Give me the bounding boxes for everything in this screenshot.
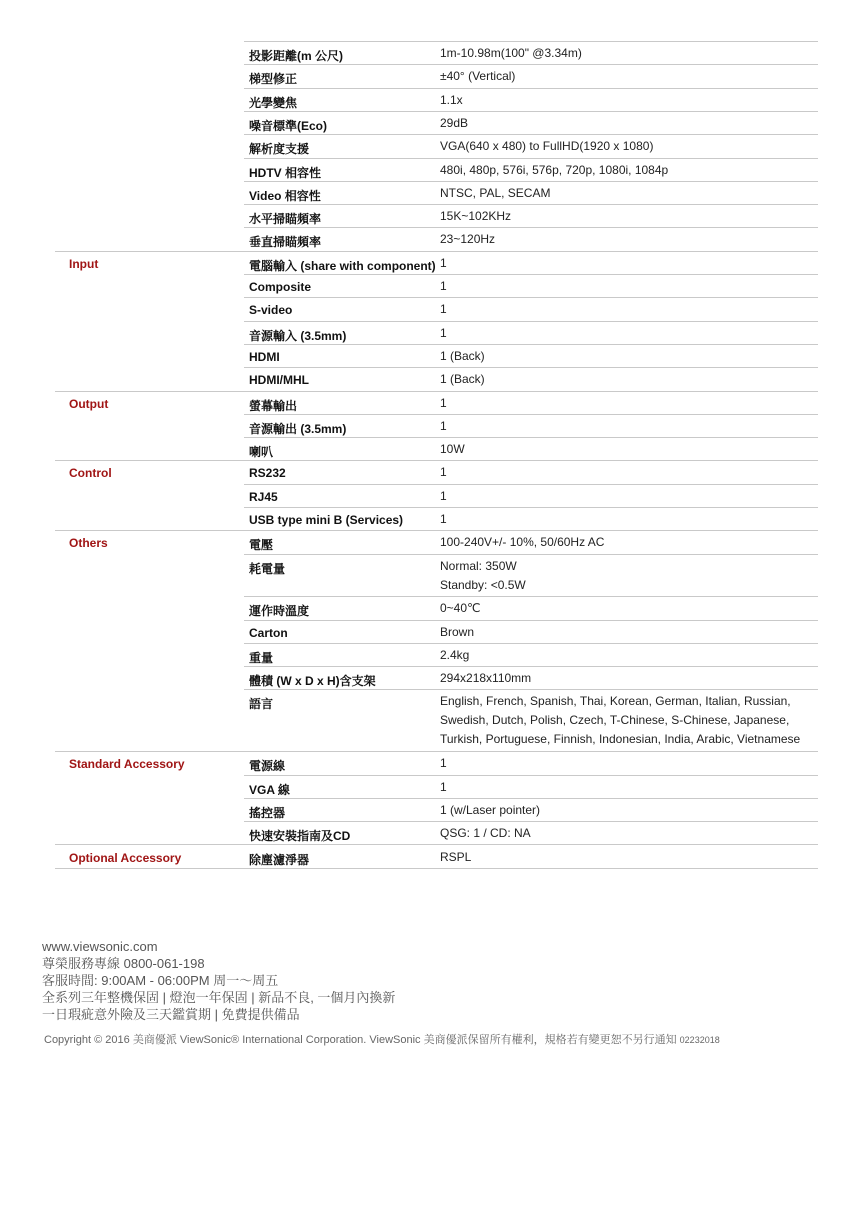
- category-heading: Others: [69, 536, 108, 551]
- spec-label: 喇叭: [249, 445, 274, 460]
- row-divider: [244, 181, 818, 182]
- spec-label: 重量: [249, 650, 274, 665]
- spec-value: NTSC, PAL, SECAM: [440, 185, 551, 200]
- spec-label: 電壓: [249, 538, 274, 553]
- group-divider: [55, 251, 818, 252]
- spec-label: 光學變焦: [249, 95, 298, 110]
- row-divider: [244, 297, 818, 298]
- row-divider: [244, 64, 818, 65]
- row-divider: [244, 204, 818, 205]
- spec-label: 音源輸入 (3.5mm): [249, 328, 347, 343]
- spec-label: RS232: [249, 466, 286, 481]
- group-divider: [55, 751, 818, 752]
- row-divider: [244, 484, 818, 485]
- group-divider: [55, 844, 818, 845]
- spec-value: Normal: 350W Standby: <0.5W: [440, 558, 526, 592]
- spec-label: USB type mini B (Services): [249, 513, 404, 527]
- row-divider: [244, 666, 818, 667]
- category-heading: Optional Accessory: [69, 850, 182, 865]
- spec-value: 1: [440, 279, 447, 293]
- row-divider: [244, 227, 818, 228]
- row-divider: [244, 507, 818, 508]
- spec-label: 螢幕輸出: [249, 398, 298, 413]
- footer-contact: [42, 938, 395, 1023]
- row-divider: [244, 321, 818, 322]
- spec-label: HDMI/MHL: [249, 373, 309, 388]
- spec-value: 1: [440, 512, 447, 526]
- spec-value: 1: [440, 779, 447, 794]
- spec-label: 解析度支援: [249, 142, 310, 157]
- group-divider: [55, 391, 818, 392]
- spec-value: 15K~102KHz: [440, 209, 512, 224]
- spec-value: 1: [440, 325, 447, 340]
- spec-value: 1.1x: [440, 92, 463, 107]
- spec-value: 1 (w/Laser pointer): [440, 802, 541, 817]
- spec-value: VGA(640 x 480) to FullHD(1920 x 1080): [440, 139, 654, 154]
- spec-value: 29dB: [440, 115, 469, 130]
- spec-label: S-video: [249, 303, 293, 318]
- service-note: 一日瑕疵意外險及三天鑑賞期 | 免費提供備品: [42, 1007, 300, 1022]
- spec-label: HDMI: [249, 349, 280, 364]
- spec-value: Brown: [440, 624, 475, 639]
- row-divider: [244, 158, 818, 159]
- spec-label: Video 相容性: [249, 188, 321, 203]
- spec-value: 1: [440, 255, 447, 270]
- row-divider: [244, 643, 818, 644]
- spec-label: Carton: [249, 625, 288, 640]
- spec-value: 480i, 480p, 576i, 576p, 720p, 1080i, 1084p: [440, 162, 669, 177]
- row-divider: [244, 344, 818, 345]
- copyright: [44, 1031, 720, 1047]
- spec-value: RSPL: [440, 849, 472, 864]
- row-divider: [244, 274, 818, 275]
- spec-value: 1 (Back): [440, 372, 485, 387]
- group-divider: [55, 460, 818, 461]
- website-link[interactable]: www.viewsonic.com: [42, 939, 158, 954]
- row-divider: [244, 798, 818, 799]
- category-heading: Control: [69, 466, 112, 481]
- row-divider: [244, 437, 818, 438]
- category-heading: Standard Accessory: [69, 757, 185, 772]
- spec-label: 投影距離(m 公尺): [249, 49, 343, 63]
- spec-value: 2.4kg: [440, 647, 470, 662]
- spec-label: 水平掃瞄頻率: [249, 212, 322, 227]
- spec-value: QSG: 1 / CD: NA: [440, 826, 531, 841]
- document-code: 02232018: [679, 1035, 720, 1045]
- row-divider: [244, 620, 818, 621]
- service-hotline: 尊榮服務專線 0800-061-198: [42, 956, 205, 971]
- row-divider: [244, 134, 818, 135]
- row-divider: [244, 689, 818, 690]
- spec-value: 100-240V+/- 10%, 50/60Hz AC: [440, 535, 605, 550]
- spec-label: 搖控器: [249, 805, 286, 820]
- row-divider: [244, 596, 818, 597]
- spec-value: 0~40℃: [440, 601, 481, 616]
- warranty-note: 全系列三年整機保固 | 燈泡一年保固 | 新品不良, 一個月內換新: [42, 990, 396, 1005]
- spec-label: 電腦輸入 (share with component): [249, 258, 436, 273]
- spec-label: 快速安裝指南及CD: [249, 829, 351, 844]
- spec-label: VGA 線: [249, 782, 290, 797]
- spec-value: 1: [440, 488, 447, 503]
- row-divider: [244, 775, 818, 776]
- row-divider: [244, 821, 818, 822]
- service-hours: 客服時間: 9:00AM - 06:00PM 周一～周五: [42, 973, 279, 988]
- spec-label: 梯型修正: [249, 72, 298, 87]
- spec-label: 垂直掃瞄頻率: [249, 235, 322, 250]
- row-divider: [244, 111, 818, 112]
- spec-label: 體積 (W x D x H)含支架: [249, 674, 376, 689]
- spec-label: Composite: [249, 280, 312, 294]
- spec-value: 23~120Hz: [440, 232, 496, 247]
- spec-label: 音源輸出 (3.5mm): [249, 421, 347, 436]
- spec-value: English, French, Spanish, Thai, Korean, German, Italian, Russian, Swedish, Dutch, Polish, Czech, T-Chinese, S-Chinese, Japanese, Turkish, Portuguese, Finnish, Indonesian, India, Arabic, Vietnamese: [440, 694, 801, 747]
- group-divider: [55, 530, 818, 531]
- copyright-text: Copyright © 2016 美商優派 ViewSonic® International Corporation. ViewSonic 美商優派保留所有權利，規格若有變更恕不另行通知: [44, 1034, 677, 1046]
- spec-value: 10W: [440, 442, 465, 457]
- spec-label: 除塵濾淨器: [249, 852, 310, 867]
- spec-value: 1 (Back): [440, 348, 485, 363]
- spec-value: 294x218x110mm: [440, 671, 532, 686]
- spec-label: 運作時溫度: [249, 604, 310, 619]
- spec-label: RJ45: [249, 489, 278, 504]
- spec-value: ±40° (Vertical): [440, 69, 516, 84]
- row-divider: [244, 554, 818, 555]
- spec-value: 1: [440, 418, 447, 433]
- spec-value: 1m-10.98m(100" @3.34m): [440, 46, 582, 60]
- table-end-divider: [55, 868, 818, 869]
- spec-value: 1: [440, 395, 447, 410]
- spec-value: 1: [440, 465, 447, 480]
- spec-label: 噪音標準(Eco): [249, 118, 328, 133]
- row-divider: [244, 367, 818, 368]
- row-divider: [244, 414, 818, 415]
- row-divider: [244, 88, 818, 89]
- category-heading: Output: [69, 396, 109, 411]
- spec-value: 1: [440, 756, 447, 771]
- spec-label: 電源線: [249, 759, 286, 774]
- spec-value: 1: [440, 302, 447, 317]
- spec-label: 語言: [249, 697, 274, 712]
- category-heading: Input: [69, 256, 99, 271]
- spec-label: HDTV 相容性: [249, 165, 322, 180]
- row-divider: [244, 41, 818, 42]
- spec-label: 耗電量: [249, 561, 286, 576]
